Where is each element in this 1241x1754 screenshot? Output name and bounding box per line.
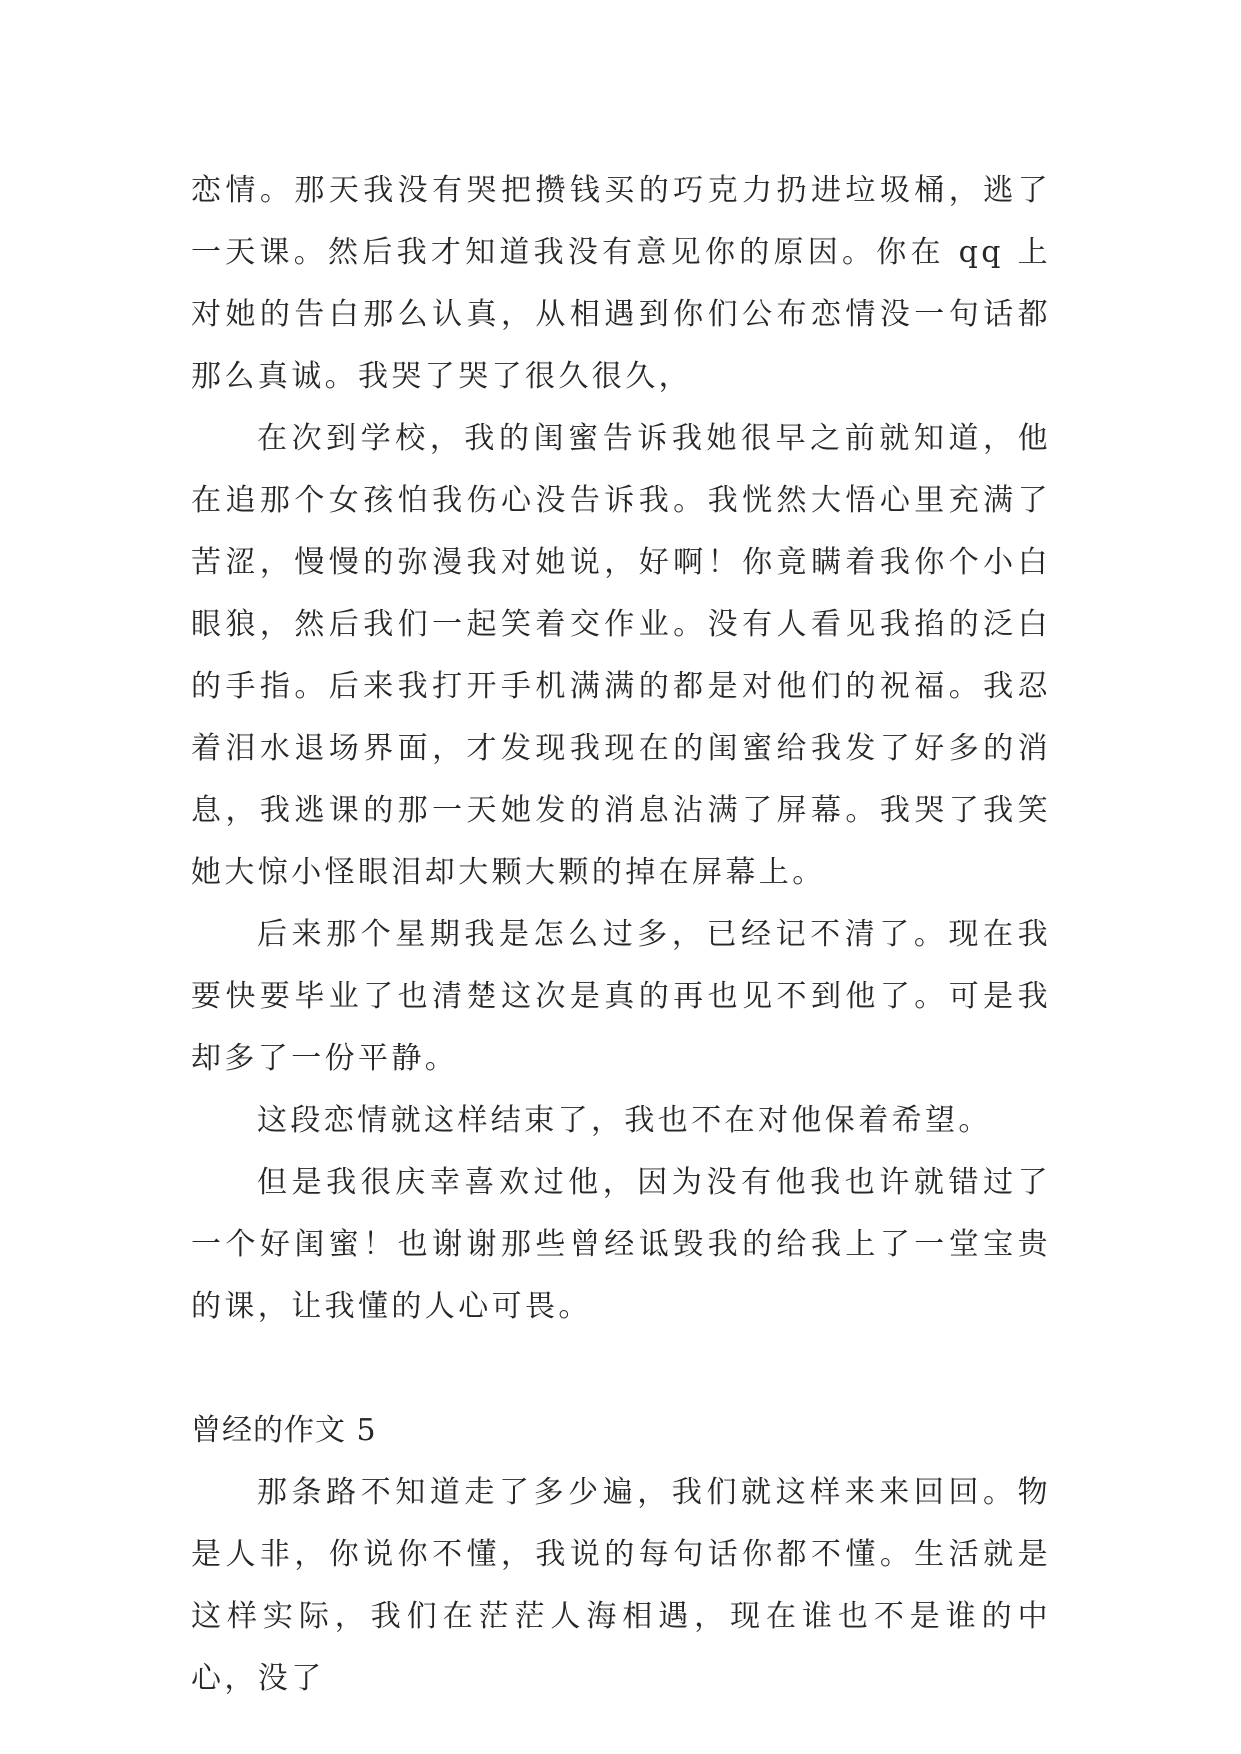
paragraph-5: 但是我很庆幸喜欢过他，因为没有他我也许就错过了一个好闺蜜！也谢谢那些曾经诋毁我的给我上了一堂宝贵的课，让我懂的人心可畏。 bbox=[191, 1165, 1051, 1324]
paragraph-1: 恋情。那天我没有哭把攒钱买的巧克力扔进垃圾桶，逃了一天课。然后我才知道我没有意见你的原因。你在 qq 上对她的告白那么认真，从相遇到你们公布恋情没一句话都那么真诚。我哭了哭了很久很久， bbox=[191, 173, 1051, 394]
paragraph-4: 这段恋情就这样结束了，我也不在对他保着希望。 bbox=[257, 1103, 992, 1138]
paragraph-3: 后来那个星期我是怎么过多，已经记不清了。现在我要快要毕业了也清楚这次是真的再也见不到他了。可是我却多了一份平静。 bbox=[191, 917, 1051, 1076]
document-body bbox=[191, 160, 1051, 1710]
paragraph-2: 在次到学校，我的闺蜜告诉我她很早之前就知道，他在追那个女孩怕我伤心没告诉我。我恍然大悟心里充满了苦涩，慢慢的弥漫我对她说，好啊！你竟瞒着我你个小白眼狼，然后我们一起笑着交作业。没有人看见我掐的泛白的手指。后来我打开手机满满的都是对他们的祝福。我忍着泪水退场界面，才发现我现在的闺蜜给我发了好多的消息，我逃课的那一天她发的消息沾满了屏幕。我哭了我笑她大惊小怪眼泪却大颗大颗的掉在屏幕上。 bbox=[191, 421, 1051, 890]
blank-line bbox=[191, 1338, 1051, 1400]
section-title: 曾经的作文 5 bbox=[191, 1413, 377, 1448]
paragraph-6: 那条路不知道走了多少遍，我们就这样来来回回。物是人非，你说你不懂，我说的每句话你都不懂。生活就是这样实际，我们在茫茫人海相遇，现在谁也不是谁的中心，没了 bbox=[191, 1475, 1051, 1696]
